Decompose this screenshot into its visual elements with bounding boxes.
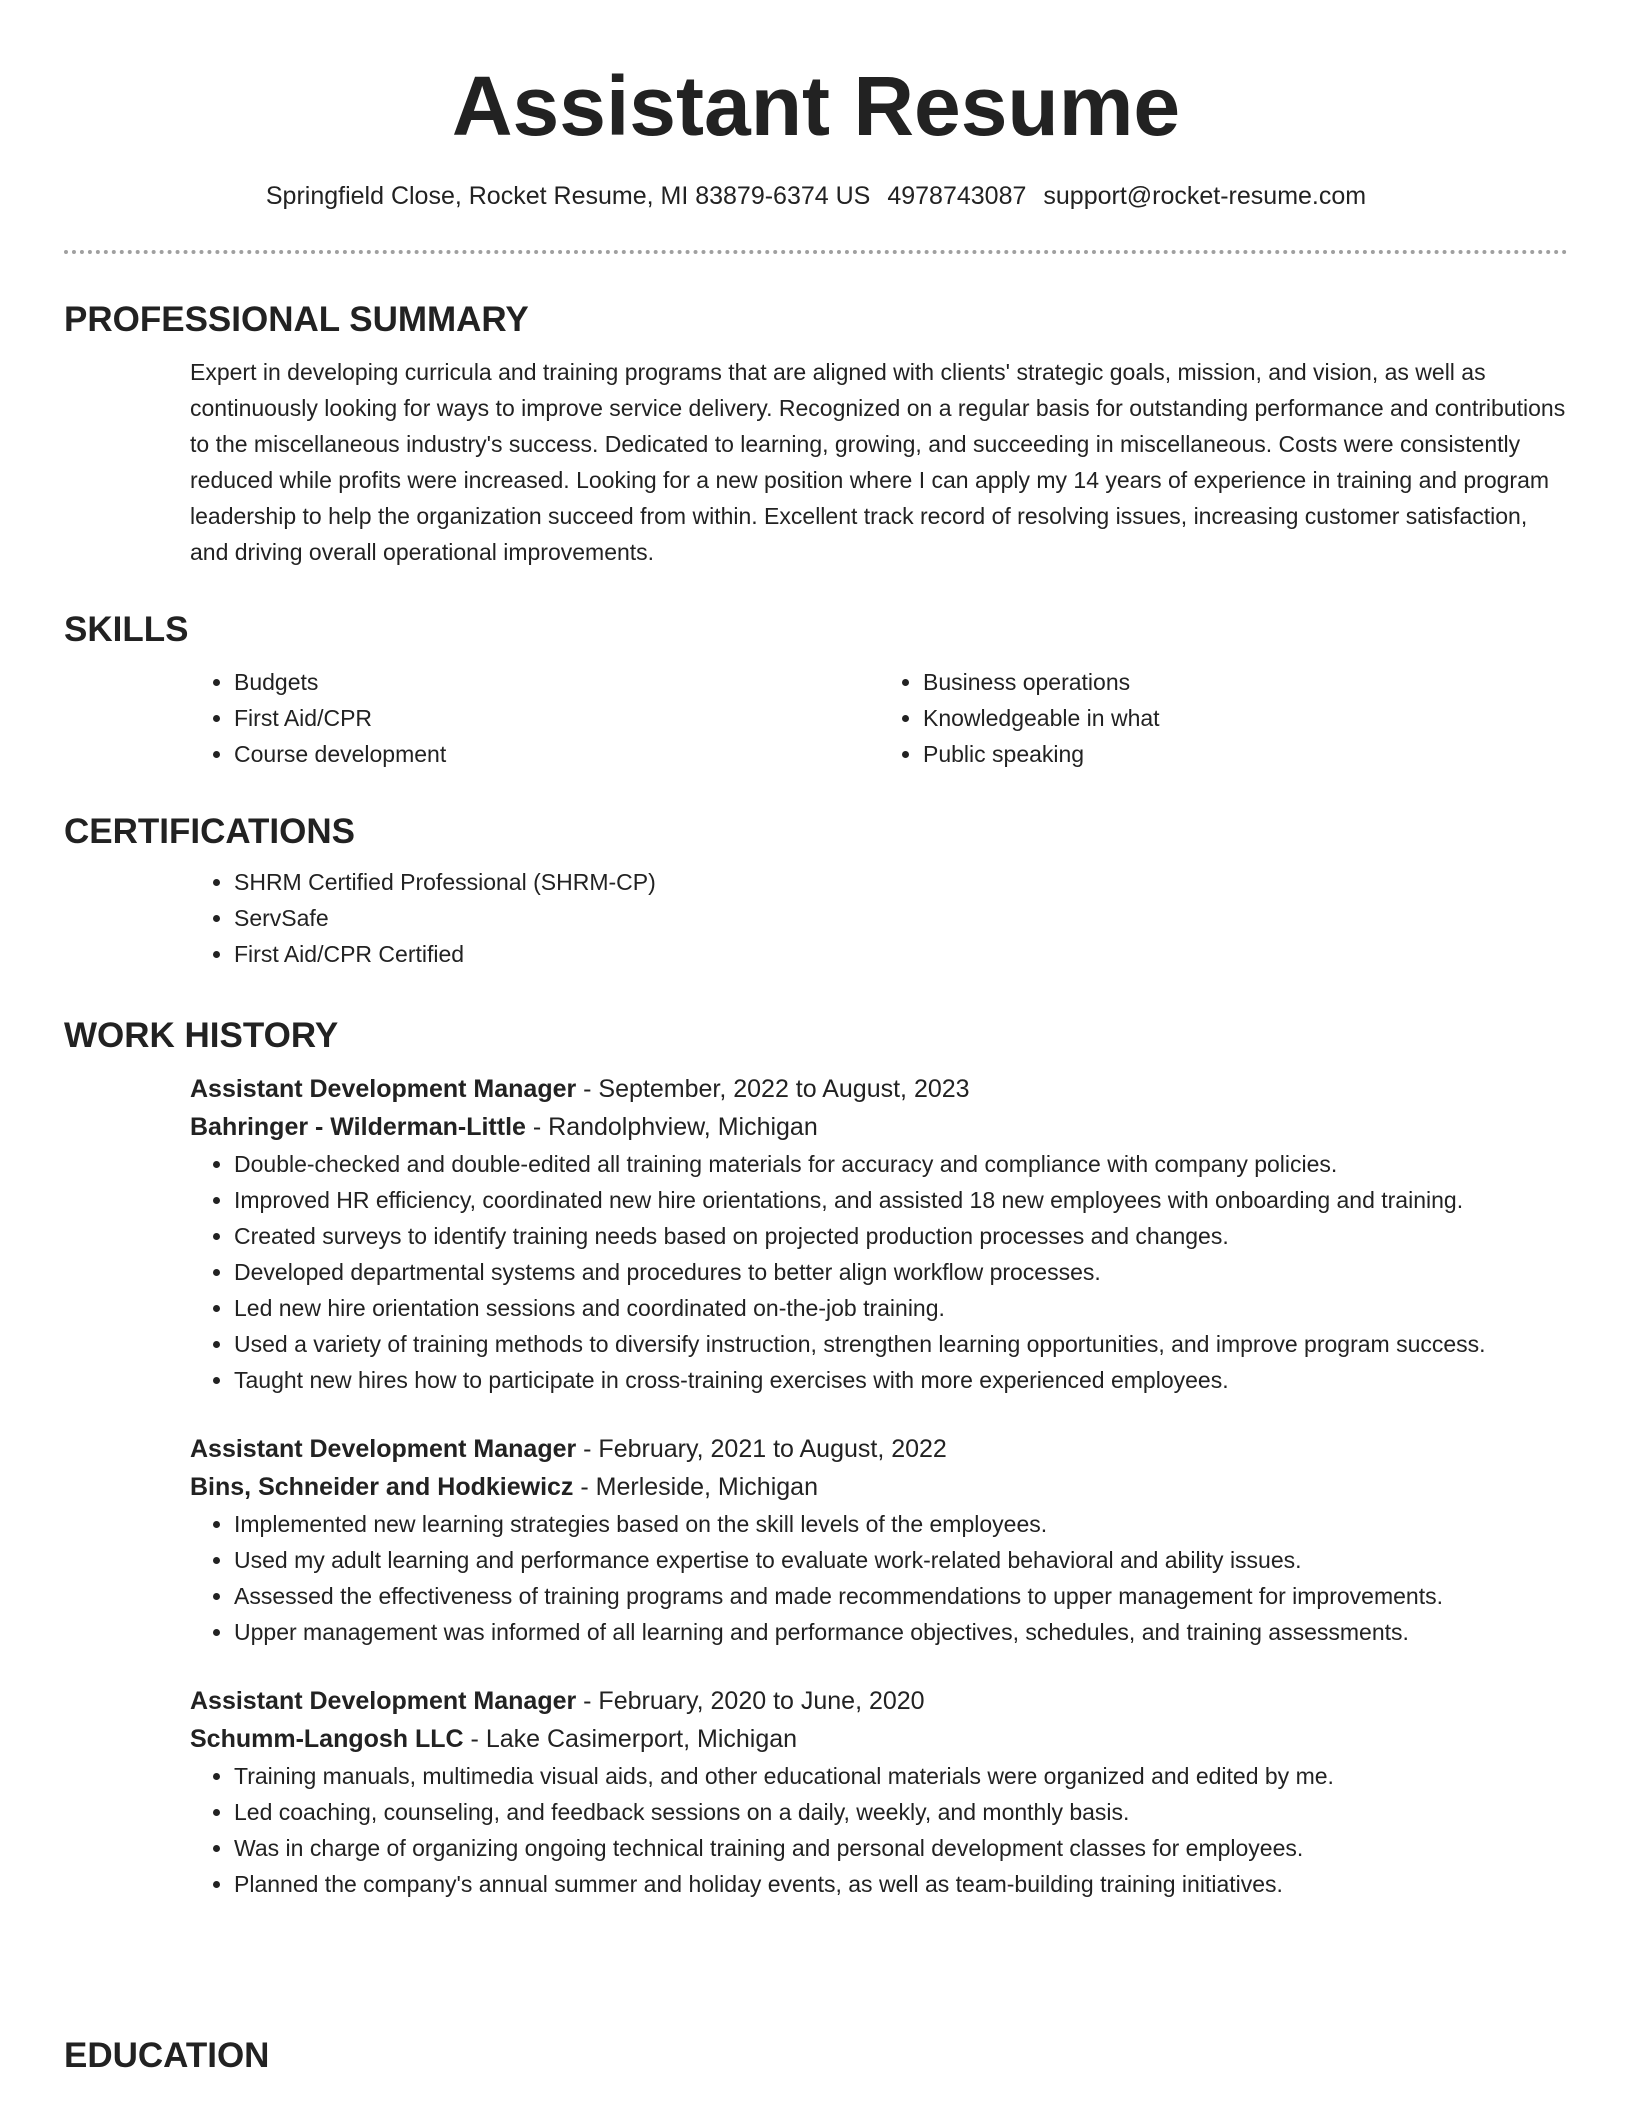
skills-list-left: [190, 664, 879, 772]
skills-list-right: [879, 664, 1568, 772]
list-item: • Upper management was informed of all learning and performance objectives, schedules, and training assessments.: [234, 1614, 1568, 1650]
job-company-line: [190, 1720, 1568, 1758]
job-title-line: [190, 1682, 1568, 1720]
certifications-body: [190, 864, 1568, 972]
job-dates: - February, 2021 to August, 2022: [576, 1435, 947, 1463]
contact-phone: 4978743087: [887, 182, 1027, 210]
list-item: • Developed departmental systems and procedures to better align workflow processes.: [234, 1254, 1568, 1290]
job-title: Assistant Development Manager: [190, 1075, 577, 1103]
list-item: • First Aid/CPR Certified: [234, 936, 1568, 972]
list-item: • Used a variety of training methods to diversify instruction, strengthen learning opportunities, and improve program success.: [234, 1326, 1568, 1362]
section-heading-work-history: WORK HISTORY: [64, 1016, 339, 1055]
list-item: • Double-checked and double-edited all training materials for accuracy and compliance with company policies.: [234, 1146, 1568, 1182]
job-company-line: [190, 1108, 1568, 1146]
skills-section: [64, 608, 1568, 772]
summary-body: [190, 354, 1568, 570]
list-item: • Taught new hires how to participate in cross-training exercises with more experienced employees.: [234, 1362, 1568, 1398]
certifications-section: [64, 810, 1568, 972]
job-dates: - September, 2022 to August, 2023: [576, 1075, 970, 1103]
contact-line: [0, 180, 1632, 212]
contact-address: Springfield Close, Rocket Resume, MI 83879-6374 US: [265, 182, 871, 210]
section-heading-skills: SKILLS: [64, 610, 189, 649]
list-item: • Led coaching, counseling, and feedback sessions on a daily, weekly, and monthly basis.: [234, 1794, 1568, 1830]
resume-title: Assistant Resume: [451, 59, 1181, 153]
job-entry: [190, 1682, 1568, 1902]
list-item: • First Aid/CPR: [234, 700, 879, 736]
summary-text: Expert in developing curricula and training programs that are aligned with clients' strategic goals, mission, and vision, as well as continuously looking for ways to improve service delivery. Recognized on a regular basis for outstanding performance and contributions to the miscellaneous industry's success. Dedicated to learning, growing, and succeeding in miscellaneous. Costs were consistently reduced while profits were increased. Looking for a new position where I can apply my 14 years of experience in training and program leadership to help the organization succeed from within. Excellent track record of resolving issues, increasing customer satisfaction, and driving overall operational improvements.: [190, 359, 1566, 565]
job-location: - Lake Casimerport, Michigan: [463, 1725, 798, 1753]
certifications-list: [190, 864, 1568, 972]
job-entry: [190, 1070, 1568, 1398]
list-item: • Course development: [234, 736, 879, 772]
job-company: Bahringer - Wilderman-Little: [190, 1113, 526, 1141]
job-title-line: [190, 1070, 1568, 1108]
section-heading-professional-summary: PROFESSIONAL SUMMARY: [64, 300, 529, 339]
professional-summary-section: [64, 298, 1568, 570]
list-item: • Was in charge of organizing ongoing technical training and personal development classes for employees.: [234, 1830, 1568, 1866]
job-location: - Merleside, Michigan: [573, 1473, 818, 1501]
section-heading-certifications: CERTIFICATIONS: [64, 812, 356, 851]
list-item: • Improved HR efficiency, coordinated new hire orientations, and assisted 18 new employees with onboarding and training.: [234, 1182, 1568, 1218]
job-company-line: [190, 1468, 1568, 1506]
job-dates: - February, 2020 to June, 2020: [576, 1687, 925, 1715]
list-item: • Budgets: [234, 664, 879, 700]
list-item: • Led new hire orientation sessions and coordinated on-the-job training.: [234, 1290, 1568, 1326]
job-location: - Randolphview, Michigan: [525, 1113, 818, 1141]
list-item: • Planned the company's annual summer and holiday events, as well as team-building training initiatives.: [234, 1866, 1568, 1902]
job-title: Assistant Development Manager: [190, 1687, 577, 1715]
job-entry: [190, 1430, 1568, 1650]
job-title: Assistant Development Manager: [190, 1435, 577, 1463]
job-title-line: [190, 1430, 1568, 1468]
education-section: [64, 2034, 1568, 2078]
job-bullets: [190, 1506, 1568, 1650]
list-item: • ServSafe: [234, 900, 1568, 936]
list-item: • Created surveys to identify training needs based on projected production processes and changes.: [234, 1218, 1568, 1254]
job-bullets: [190, 1758, 1568, 1902]
list-item: • Business operations: [923, 664, 1568, 700]
job-company: Bins, Schneider and Hodkiewicz: [190, 1473, 574, 1501]
skills-grid: [190, 664, 1568, 772]
list-item: • Knowledgeable in what: [923, 700, 1568, 736]
work-history-section: [64, 1014, 1568, 1902]
list-item: • Used my adult learning and performance expertise to evaluate work-related behavioral and ability issues.: [234, 1542, 1568, 1578]
list-item: • SHRM Certified Professional (SHRM-CP): [234, 864, 1568, 900]
list-item: • Assessed the effectiveness of training programs and made recommendations to upper management for improvements.: [234, 1578, 1568, 1614]
job-bullets: [190, 1146, 1568, 1398]
contact-email: support@rocket-resume.com: [1043, 182, 1367, 210]
section-heading-education: EDUCATION: [64, 2036, 270, 2075]
list-item: • Training manuals, multimedia visual aids, and other educational materials were organized and edited by me.: [234, 1758, 1568, 1794]
work-history-body: [190, 1070, 1568, 1902]
job-company: Schumm-Langosh LLC: [190, 1725, 464, 1753]
header-divider: [64, 250, 1568, 254]
list-item: • Implemented new learning strategies based on the skill levels of the employees.: [234, 1506, 1568, 1542]
list-item: • Public speaking: [923, 736, 1568, 772]
skills-body: [190, 664, 1568, 772]
